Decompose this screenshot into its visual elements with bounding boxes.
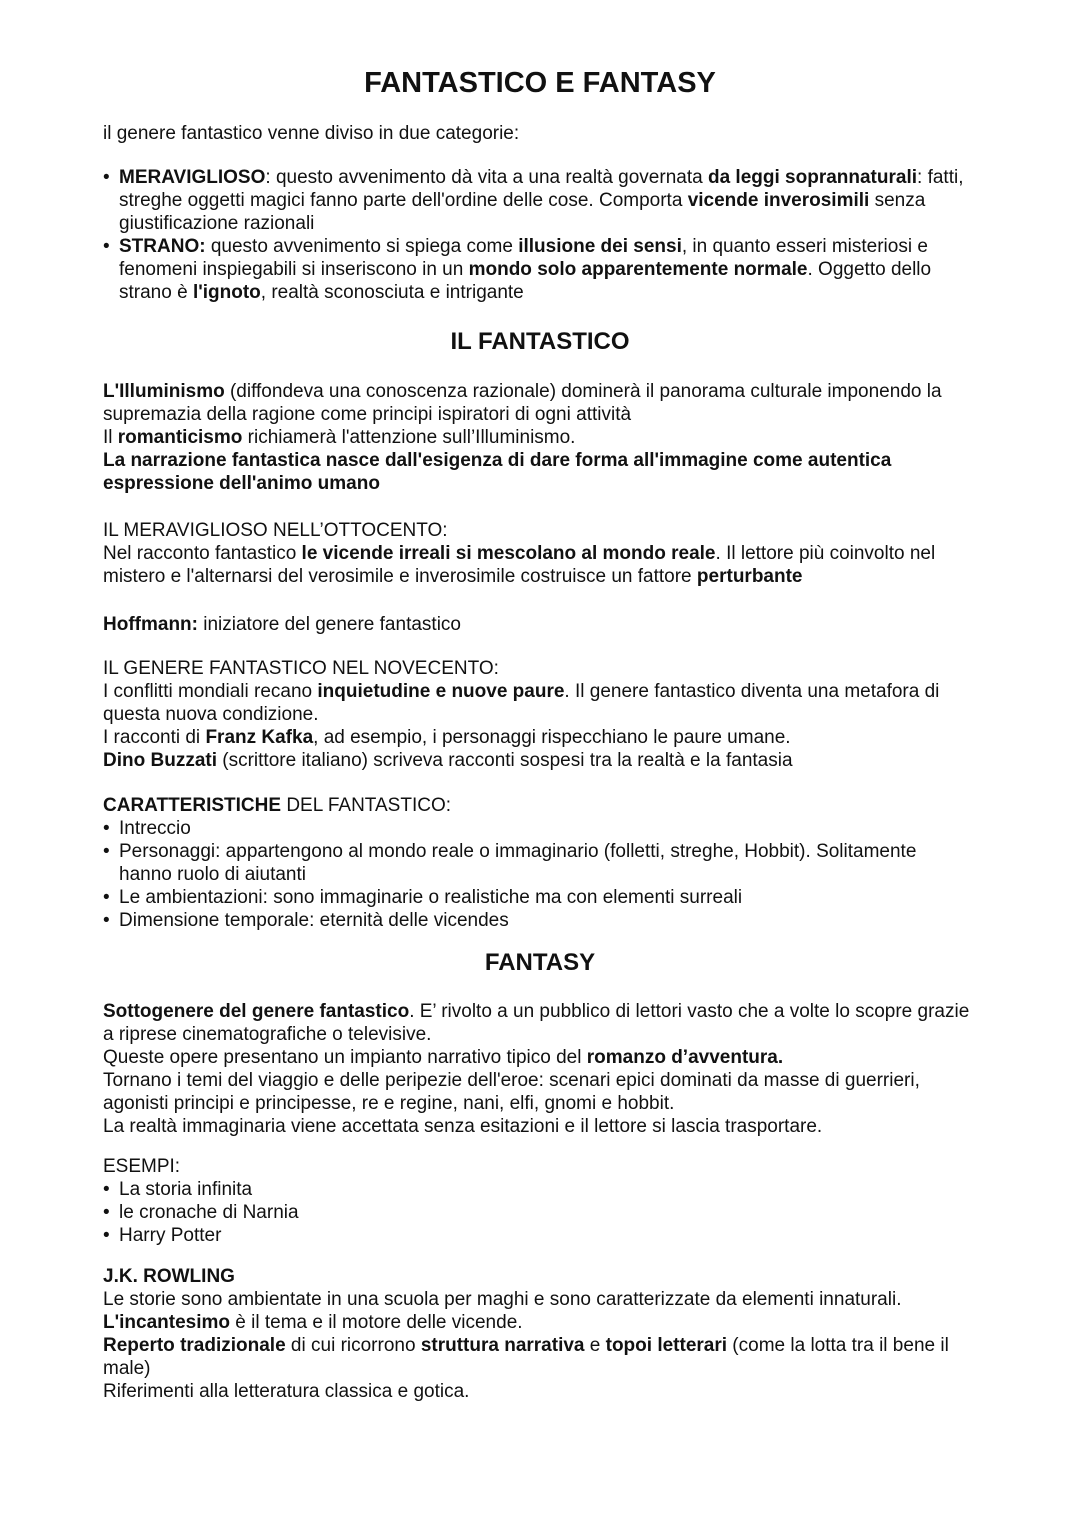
rowling-paragraph-3: Reperto tradizionale di cui ricorrono struttura narrativa e topoi letterari (come la lotta tra il bene il male) [103,1335,949,1379]
novecento-paragraph: I conflitti mondiali recano inquietudine e nuove paure. Il genere fantastico diventa una metafora di questa nuova condizione. [103,681,940,725]
sottogenere-paragraph: Sottogenere del genere fantastico. E’ rivolto a un pubblico di lettori vasto che a volte lo scopre grazie a riprese cinematografiche o televisive. [103,1001,970,1045]
category-meraviglioso: • MERAVIGLIOSO: questo avvenimento dà vita a una realtà governata da leggi soprannaturali: fatti, streghe oggetti magici fanno parte dell'ordine delle cose. Comporta vicende inverosimili senza giustificazione razionali [103,166,973,235]
rowling-paragraph-2: L'incantesimo è il tema e il motore delle vicende. [103,1312,523,1333]
list-item: • La storia infinita [103,1178,983,1201]
buzzati-paragraph: Dino Buzzati (scrittore italiano) scriveva racconti sospesi tra la realtà e la fantasia [103,750,793,771]
intro-text: il genere fantastico venne diviso in due categorie: [103,123,520,144]
ottocento-section [103,519,963,588]
hoffmann-paragraph: Hoffmann: iniziatore del genere fantastico [103,614,461,635]
fantastico-intro [103,380,978,495]
caratteristiche-section [103,794,973,932]
romanzo-paragraph: Queste opere presentano un impianto narrativo tipico del romanzo d’avventura. [103,1047,784,1068]
novecento-section [103,657,973,772]
illuminismo-paragraph: L'Illuminismo (diffondeva una conoscenza razionale) dominerà il panorama culturale imponendo la supremazia della ragione come principi ispiratori di ogni attività [103,381,942,425]
category-list [103,166,973,304]
list-item: • Personaggi: appartengono al mondo reale o immaginario (folletti, streghe, Hobbit). Solitamente hanno ruolo di aiutanti [103,840,973,886]
page-title: FANTASTICO E FANTASY [364,67,716,99]
realta-paragraph: La realtà immaginaria viene accettata senza esitazioni e il lettore si lascia trasportare. [103,1116,823,1137]
list-item: • Intreccio [103,817,973,840]
rowling-paragraph-4: Riferimenti alla letteratura classica e gotica. [103,1381,470,1402]
caratteristiche-title: CARATTERISTICHE DEL FANTASTICO: [103,795,452,816]
rowling-section [103,1265,963,1403]
list-item: • Harry Potter [103,1224,983,1247]
rowling-title: J.K. ROWLING [103,1266,235,1287]
esempi-title: ESEMPI: [103,1156,181,1177]
list-item: • Dimensione temporale: eternità delle vicendes [103,909,973,932]
category-strano: • STRANO: questo avvenimento si spiega come illusione dei sensi, in quanto esseri misteriosi e fenomeni inspiegabili si inseriscono in un mondo solo apparentemente normale. Oggetto dello strano è l'ignoto, realtà sconosciuta e intrigante [103,235,973,304]
romanticismo-paragraph: Il romanticismo richiamerà l'attenzione sull’Illuminismo. [103,427,576,448]
narrazione-paragraph: La narrazione fantastica nasce dall'esigenza di dare forma all'immagine come autentica espressione dell'animo umano [103,450,892,494]
section-heading-fantasy: FANTASY [484,949,596,976]
section-heading-fantastico: IL FANTASTICO [450,328,630,355]
kafka-paragraph: I racconti di Franz Kafka, ad esempio, i personaggi rispecchiano le paure umane. [103,727,791,748]
list-item: • le cronache di Narnia [103,1201,983,1224]
temi-paragraph: Tornano i temi del viaggio e delle peripezie dell'eroe: scenari epici dominati da masse di guerrieri, agonisti principi e principesse, re e regine, nani, elfi, gnomi e hobbit. [103,1070,920,1114]
ottocento-paragraph: Nel racconto fantastico le vicende irreali si mescolano al mondo reale. Il lettore più coinvolto nel mistero e l'alternarsi del verosimile e inverosimile costruisce un fattore perturbante [103,543,936,587]
ottocento-title: IL MERAVIGLIOSO NELL’OTTOCENTO: [103,520,448,541]
fantasy-paragraphs [103,1000,973,1138]
novecento-title: IL GENERE FANTASTICO NEL NOVECENTO: [103,658,499,679]
list-item: • Le ambientazioni: sono immaginarie o realistiche ma con elementi surreali [103,886,973,909]
esempi-section [103,1155,983,1247]
rowling-paragraph-1: Le storie sono ambientate in una scuola per maghi e sono caratterizzate da elementi innaturali. [103,1289,902,1310]
